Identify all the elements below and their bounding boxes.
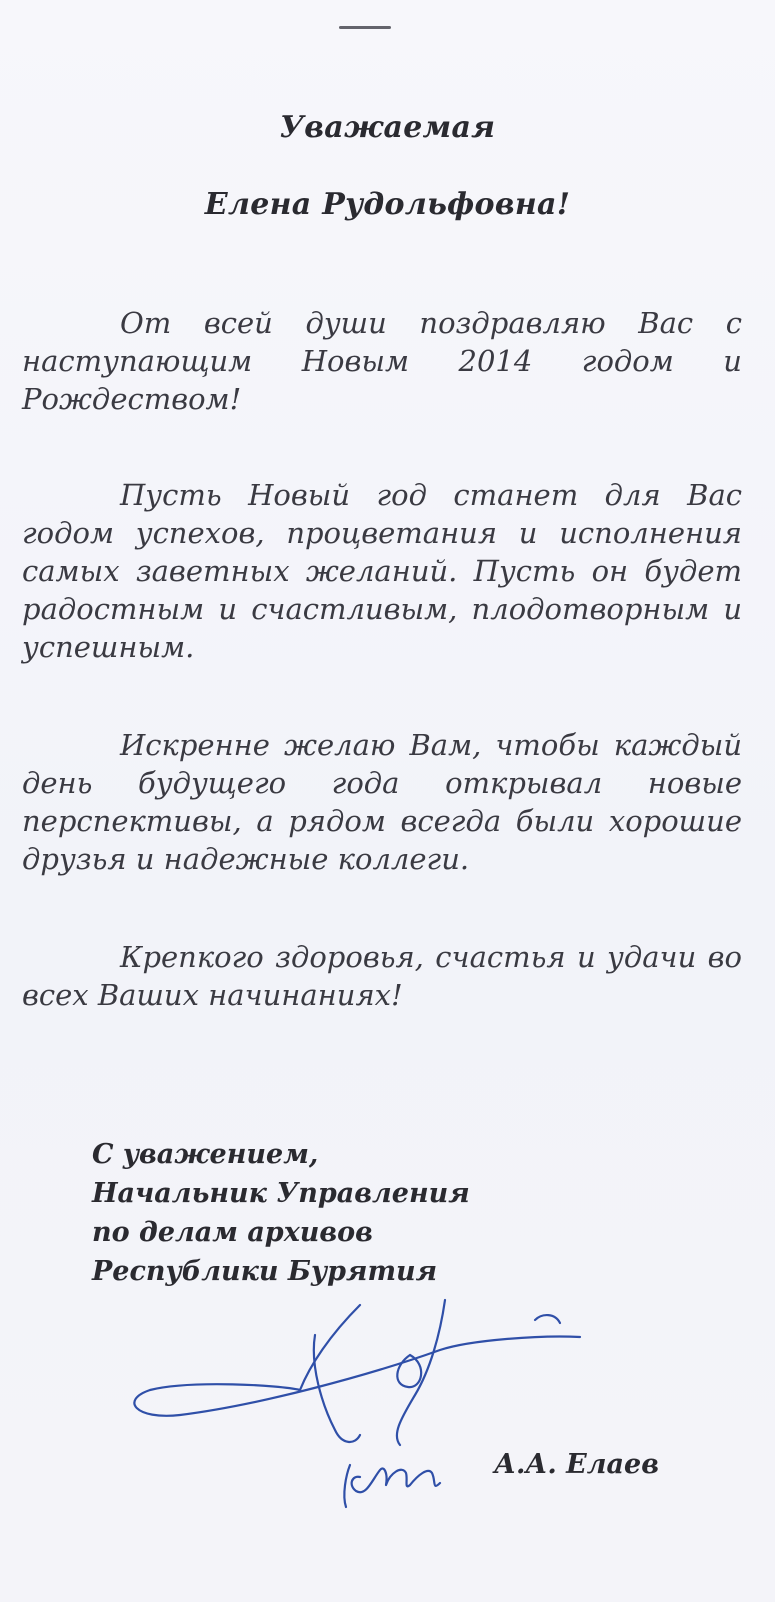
greeting-paragraph-text: От всей души поздравляю Вас с наступающим Новым 2014 годом и Рождеством! — [22, 306, 742, 416]
top-divider — [339, 26, 391, 29]
signer-name: А.А. Елаев — [494, 1449, 659, 1480]
health-paragraph-text: Крепкого здоровья, счастья и удачи во всех Ваших начинаниях! — [22, 940, 742, 1012]
health-paragraph — [22, 938, 742, 1014]
closing-regards: С уважением, — [92, 1139, 319, 1170]
wishes-paragraph — [22, 476, 742, 666]
closing-block — [92, 1135, 470, 1291]
handwritten-signature — [110, 1295, 710, 1515]
wishes-paragraph-text: Пусть Новый год станет для Вас годом успехов, процветания и исполнения самых заветных желаний. Пусть он будет радостным и счастливым, плодотворным и успешным. — [22, 478, 742, 664]
salutation-title: Уважаемая — [279, 110, 496, 145]
prospects-paragraph-text: Искренне желаю Вам, чтобы каждый день будущего года открывал новые перспективы, а рядом всегда были хорошие друзья и надежные коллеги. — [22, 728, 742, 876]
recipient-name: Елена Рудольфовна! — [204, 187, 571, 222]
greeting-paragraph — [22, 304, 742, 418]
closing-republic: Республики Бурятия — [92, 1256, 438, 1287]
prospects-paragraph — [22, 726, 742, 878]
closing-position: Начальник Управления — [92, 1178, 470, 1209]
closing-department: по делам архивов — [92, 1217, 373, 1248]
